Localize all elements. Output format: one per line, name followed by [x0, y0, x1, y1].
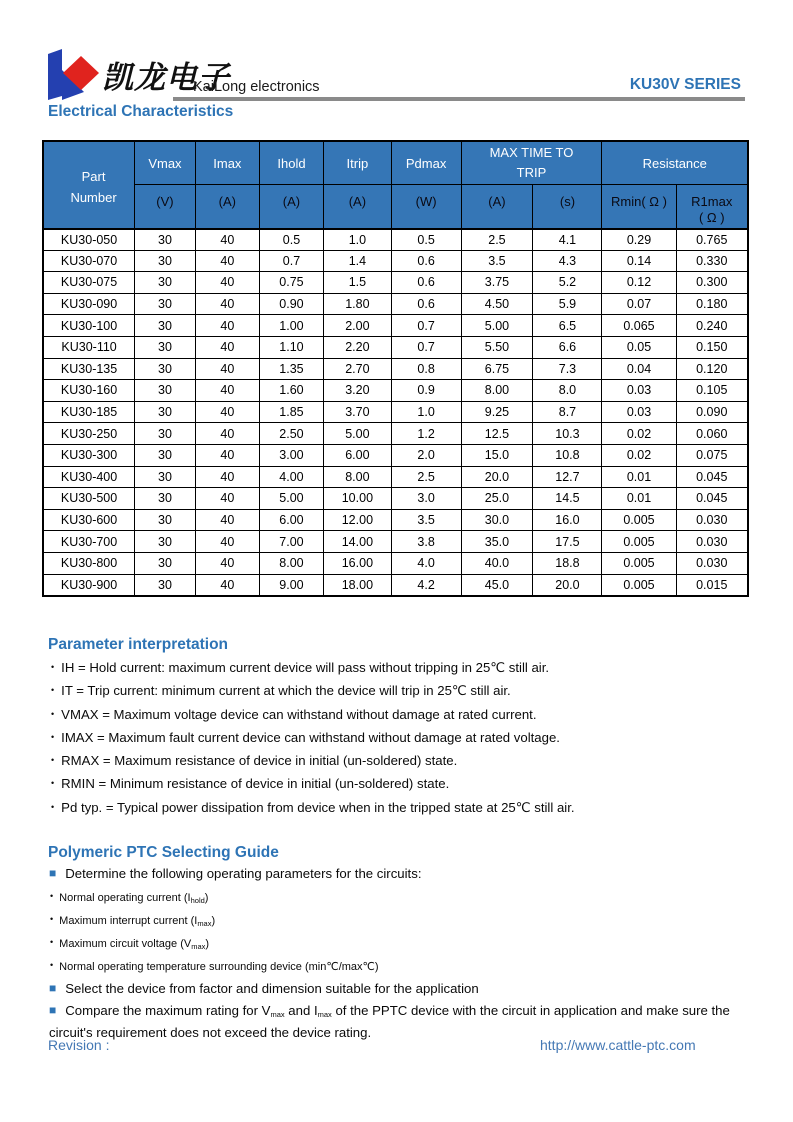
- value-cell: 1.35: [259, 358, 323, 380]
- value-cell: 3.8: [391, 531, 461, 553]
- value-cell: 40: [195, 509, 259, 531]
- part-number-cell: KU30-800: [43, 552, 135, 574]
- value-cell: 1.80: [324, 293, 392, 315]
- value-cell: 1.5: [324, 272, 392, 294]
- value-cell: 30: [135, 531, 196, 553]
- value-cell: 0.090: [676, 401, 748, 423]
- value-cell: 2.70: [324, 358, 392, 380]
- value-cell: 4.0: [391, 552, 461, 574]
- value-cell: 5.9: [533, 293, 602, 315]
- value-cell: 0.120: [676, 358, 748, 380]
- parameter-item: [49, 772, 753, 795]
- part-number-cell: KU30-300: [43, 444, 135, 466]
- part-number-cell: KU30-110: [43, 336, 135, 358]
- parameter-item-text: Pd typ. = Typical power dissipation from device when in the tripped state at 25℃ still air.: [61, 799, 575, 815]
- value-cell: 1.00: [259, 315, 323, 337]
- parameter-list: [49, 656, 753, 819]
- part-number-cell: KU30-185: [43, 401, 135, 423]
- value-cell: 3.5: [391, 509, 461, 531]
- dot-bullet-icon: •: [51, 801, 55, 812]
- value-cell: 1.0: [391, 401, 461, 423]
- guide-item-circuit-voltage: • Maximum circuit voltage $(V_{max})$: [50, 936, 210, 951]
- value-cell: 40: [195, 552, 259, 574]
- value-cell: 6.75: [461, 358, 533, 380]
- value-cell: 15.0: [461, 444, 533, 466]
- value-cell: 30: [135, 488, 196, 510]
- value-cell: 0.07: [602, 293, 676, 315]
- value-cell: 40: [195, 574, 259, 596]
- value-cell: 0.9: [391, 380, 461, 402]
- part-number-cell: KU30-070: [43, 250, 135, 272]
- parameter-item: [49, 703, 753, 726]
- value-cell: 1.60: [259, 380, 323, 402]
- value-cell: 12.00: [324, 509, 392, 531]
- col-header-vmax: Vmax: [135, 141, 196, 185]
- value-cell: 40: [195, 531, 259, 553]
- unit-imax: (A): [195, 185, 259, 229]
- value-cell: 14.5: [533, 488, 602, 510]
- value-cell: 2.00: [324, 315, 392, 337]
- value-cell: 30: [135, 444, 196, 466]
- logo-chinese-text: 凯龙电子: [102, 60, 230, 96]
- square-bullet-icon: ■: [49, 1003, 57, 1017]
- parameter-item: [49, 656, 753, 679]
- value-cell: 30: [135, 466, 196, 488]
- spec-table-container: [42, 140, 749, 597]
- value-cell: 40.0: [461, 552, 533, 574]
- part-number-cell: KU30-500: [43, 488, 135, 510]
- value-cell: 2.5: [461, 229, 533, 251]
- value-cell: 30: [135, 336, 196, 358]
- value-cell: 10.00: [324, 488, 392, 510]
- value-cell: 0.7: [391, 315, 461, 337]
- value-cell: 2.0: [391, 444, 461, 466]
- table-row: [43, 466, 748, 488]
- table-row: [43, 250, 748, 272]
- value-cell: 0.6: [391, 272, 461, 294]
- value-cell: 17.5: [533, 531, 602, 553]
- col-header-pdmax: Pdmax: [391, 141, 461, 185]
- unit-trip-amps: (A): [461, 185, 533, 229]
- parameter-item-text: RMIN = Minimum resistance of device in initial (un-soldered) state.: [61, 776, 450, 792]
- part-number-cell: KU30-160: [43, 380, 135, 402]
- value-cell: 10.8: [533, 444, 602, 466]
- value-cell: 2.50: [259, 423, 323, 445]
- col-header-itrip: Itrip: [324, 141, 392, 185]
- part-number-cell: KU30-100: [43, 315, 135, 337]
- part-number-cell: KU30-700: [43, 531, 135, 553]
- value-cell: 0.180: [676, 293, 748, 315]
- website-link[interactable]: http://www.cattle-ptc.com: [540, 1037, 696, 1053]
- square-bullet-icon: ■: [49, 866, 57, 880]
- value-cell: 30: [135, 272, 196, 294]
- value-cell: 4.50: [461, 293, 533, 315]
- unit-pdmax: (W): [391, 185, 461, 229]
- value-cell: 30: [135, 293, 196, 315]
- value-cell: 1.85: [259, 401, 323, 423]
- value-cell: 8.00: [461, 380, 533, 402]
- parameter-item: [49, 726, 753, 749]
- part-number-cell: KU30-600: [43, 509, 135, 531]
- value-cell: 40: [195, 488, 259, 510]
- parameter-item-text: IT = Trip current: minimum current at which the device will trip in 25℃ still air.: [61, 683, 511, 699]
- value-cell: 4.2: [391, 574, 461, 596]
- value-cell: 3.20: [324, 380, 392, 402]
- value-cell: 9.00: [259, 574, 323, 596]
- part-number-cell: KU30-090: [43, 293, 135, 315]
- value-cell: 40: [195, 358, 259, 380]
- value-cell: 0.01: [602, 466, 676, 488]
- value-cell: 7.3: [533, 358, 602, 380]
- value-cell: 5.00: [324, 423, 392, 445]
- value-cell: 0.005: [602, 531, 676, 553]
- value-cell: 35.0: [461, 531, 533, 553]
- value-cell: 4.1: [533, 229, 602, 251]
- part-number-cell: KU30-050: [43, 229, 135, 251]
- value-cell: 1.2: [391, 423, 461, 445]
- value-cell: 0.6: [391, 250, 461, 272]
- revision-label: Revision :: [48, 1037, 110, 1053]
- value-cell: 6.6: [533, 336, 602, 358]
- value-cell: 0.150: [676, 336, 748, 358]
- value-cell: 2.5: [391, 466, 461, 488]
- value-cell: 40: [195, 336, 259, 358]
- unit-itrip: (A): [324, 185, 392, 229]
- dot-bullet-icon: •: [51, 708, 55, 719]
- value-cell: 3.70: [324, 401, 392, 423]
- col-header-rmin: Rmin( Ω ): [602, 185, 676, 229]
- value-cell: 40: [195, 229, 259, 251]
- value-cell: 16.00: [324, 552, 392, 574]
- value-cell: 0.01: [602, 488, 676, 510]
- value-cell: 30: [135, 401, 196, 423]
- value-cell: 0.005: [602, 552, 676, 574]
- unit-trip-seconds: (s): [533, 185, 602, 229]
- table-row: [43, 509, 748, 531]
- parameter-item-text: IH = Hold current: maximum current device will pass without tripping in 25℃ still air.: [61, 660, 550, 675]
- table-row: [43, 574, 748, 596]
- value-cell: 4.00: [259, 466, 323, 488]
- value-cell: 30: [135, 380, 196, 402]
- value-cell: 2.20: [324, 336, 392, 358]
- col-header-imax: Imax: [195, 141, 259, 185]
- value-cell: 5.2: [533, 272, 602, 294]
- value-cell: 30: [135, 229, 196, 251]
- value-cell: 8.00: [324, 466, 392, 488]
- kailong-logo-icon: [47, 49, 101, 101]
- table-row: [43, 358, 748, 380]
- part-number-cell: KU30-075: [43, 272, 135, 294]
- unit-ihold: (A): [259, 185, 323, 229]
- value-cell: 0.065: [602, 315, 676, 337]
- col-header-resistance: Resistance: [602, 141, 748, 185]
- table-row: [43, 552, 748, 574]
- value-cell: 18.8: [533, 552, 602, 574]
- selecting-guide-heading: Polymeric PTC Selecting Guide: [48, 844, 279, 861]
- parameter-item: [49, 796, 753, 819]
- value-cell: 30: [135, 315, 196, 337]
- value-cell: 0.240: [676, 315, 748, 337]
- table-row: [43, 380, 748, 402]
- value-cell: 1.10: [259, 336, 323, 358]
- value-cell: 1.4: [324, 250, 392, 272]
- value-cell: 1.0: [324, 229, 392, 251]
- table-row: [43, 336, 748, 358]
- guide-item-normal-current: • Normal operating current $(I_{hold})$: [50, 890, 209, 905]
- value-cell: 40: [195, 423, 259, 445]
- value-cell: 25.0: [461, 488, 533, 510]
- value-cell: 0.015: [676, 574, 748, 596]
- value-cell: 8.00: [259, 552, 323, 574]
- dot-bullet-icon: •: [50, 959, 54, 970]
- value-cell: 5.50: [461, 336, 533, 358]
- part-number-cell: KU30-900: [43, 574, 135, 596]
- parameter-interpretation-heading: Parameter interpretation: [48, 636, 229, 653]
- value-cell: 4.3: [533, 250, 602, 272]
- value-cell: 0.12: [602, 272, 676, 294]
- value-cell: 0.075: [676, 444, 748, 466]
- dot-bullet-icon: •: [51, 685, 55, 696]
- guide-item-operating-temperature: • Normal operating temperature surrounding device (min℃/max℃): [50, 959, 379, 973]
- value-cell: 6.00: [324, 444, 392, 466]
- guide-item-compare-rating: ■ Compare the maximum rating for $V_{max}$ and $I_{max}$ of the PPTC device with the circuit in application and make sure the circuit's requirement does not exceed the device rating.: [49, 1003, 730, 1040]
- value-cell: 0.04: [602, 358, 676, 380]
- header-divider: [173, 97, 745, 101]
- value-cell: 40: [195, 315, 259, 337]
- value-cell: 0.05: [602, 336, 676, 358]
- value-cell: 10.3: [533, 423, 602, 445]
- value-cell: 40: [195, 466, 259, 488]
- value-cell: 0.02: [602, 423, 676, 445]
- value-cell: 0.765: [676, 229, 748, 251]
- value-cell: 0.030: [676, 509, 748, 531]
- value-cell: 0.6: [391, 293, 461, 315]
- value-cell: 3.00: [259, 444, 323, 466]
- value-cell: 30: [135, 552, 196, 574]
- electrical-characteristics-table: [42, 140, 749, 597]
- value-cell: 0.7: [259, 250, 323, 272]
- value-cell: 40: [195, 250, 259, 272]
- dot-bullet-icon: •: [50, 913, 54, 924]
- guide-item-determine: ■ Determine the following operating parameters for the circuits:: [49, 866, 422, 881]
- value-cell: 0.03: [602, 401, 676, 423]
- table-row: [43, 229, 748, 251]
- value-cell: 40: [195, 401, 259, 423]
- company-name: KaiLong electronics: [193, 79, 320, 95]
- value-cell: 0.7: [391, 336, 461, 358]
- value-cell: 9.25: [461, 401, 533, 423]
- table-row: [43, 444, 748, 466]
- value-cell: 8.7: [533, 401, 602, 423]
- col-header-part-number: Part Number: [43, 141, 135, 229]
- dot-bullet-icon: •: [51, 778, 55, 789]
- value-cell: 30: [135, 574, 196, 596]
- value-cell: 0.90: [259, 293, 323, 315]
- col-header-r1max: R1max ( Ω ): [676, 185, 748, 229]
- value-cell: 45.0: [461, 574, 533, 596]
- value-cell: 40: [195, 380, 259, 402]
- series-title: KU30V SERIES: [629, 76, 741, 93]
- value-cell: 0.030: [676, 552, 748, 574]
- value-cell: 12.5: [461, 423, 533, 445]
- part-number-cell: KU30-135: [43, 358, 135, 380]
- value-cell: 0.300: [676, 272, 748, 294]
- value-cell: 0.060: [676, 423, 748, 445]
- value-cell: 0.105: [676, 380, 748, 402]
- value-cell: 6.00: [259, 509, 323, 531]
- col-header-ihold: Ihold: [259, 141, 323, 185]
- dot-bullet-icon: •: [51, 755, 55, 766]
- value-cell: 30: [135, 509, 196, 531]
- value-cell: 0.14: [602, 250, 676, 272]
- value-cell: 30: [135, 423, 196, 445]
- table-row: [43, 531, 748, 553]
- value-cell: 0.005: [602, 509, 676, 531]
- dot-bullet-icon: •: [51, 662, 55, 672]
- value-cell: 3.5: [461, 250, 533, 272]
- guide-item-select-device: ■ Select the device from factor and dimension suitable for the application: [49, 980, 479, 996]
- unit-vmax: (V): [135, 185, 196, 229]
- electrical-characteristics-heading: Electrical Characteristics: [48, 103, 234, 120]
- table-row: [43, 293, 748, 315]
- parameter-item: [49, 679, 753, 702]
- square-bullet-icon: ■: [49, 980, 57, 995]
- table-row: [43, 401, 748, 423]
- part-number-cell: KU30-250: [43, 423, 135, 445]
- table-body: [43, 229, 748, 596]
- value-cell: 0.8: [391, 358, 461, 380]
- value-cell: 40: [195, 293, 259, 315]
- value-cell: 0.030: [676, 531, 748, 553]
- value-cell: 0.5: [391, 229, 461, 251]
- col-header-max-time-to-trip: MAX TIME TO TRIP: [461, 141, 602, 185]
- value-cell: 30: [135, 358, 196, 380]
- value-cell: 6.5: [533, 315, 602, 337]
- table-row: [43, 272, 748, 294]
- value-cell: 5.00: [259, 488, 323, 510]
- table-row: [43, 488, 748, 510]
- value-cell: 40: [195, 272, 259, 294]
- value-cell: 0.02: [602, 444, 676, 466]
- table-row: [43, 423, 748, 445]
- value-cell: 3.75: [461, 272, 533, 294]
- value-cell: 14.00: [324, 531, 392, 553]
- value-cell: 3.0: [391, 488, 461, 510]
- value-cell: 30.0: [461, 509, 533, 531]
- value-cell: 12.7: [533, 466, 602, 488]
- value-cell: 0.75: [259, 272, 323, 294]
- value-cell: 0.045: [676, 488, 748, 510]
- dot-bullet-icon: •: [51, 731, 55, 742]
- selecting-guide-list: [49, 863, 749, 1044]
- value-cell: 0.045: [676, 466, 748, 488]
- dot-bullet-icon: •: [50, 890, 54, 901]
- value-cell: 0.330: [676, 250, 748, 272]
- parameter-item-text: VMAX = Maximum voltage device can withstand without damage at rated current.: [61, 706, 537, 722]
- parameter-item: [49, 749, 753, 772]
- table-row: [43, 315, 748, 337]
- parameter-item-text: RMAX = Maximum resistance of device in initial (un-soldered) state.: [61, 753, 458, 769]
- value-cell: 20.0: [461, 466, 533, 488]
- dot-bullet-icon: •: [50, 936, 54, 947]
- value-cell: 7.00: [259, 531, 323, 553]
- value-cell: 30: [135, 250, 196, 272]
- part-number-cell: KU30-400: [43, 466, 135, 488]
- parameter-item-text: IMAX = Maximum fault current device can withstand without damage at rated voltage.: [61, 729, 560, 745]
- value-cell: 40: [195, 444, 259, 466]
- value-cell: 16.0: [533, 509, 602, 531]
- value-cell: 8.0: [533, 380, 602, 402]
- guide-item-interrupt-current: • Maximum interrupt current $(I_{max})$: [50, 913, 216, 928]
- value-cell: 0.29: [602, 229, 676, 251]
- value-cell: 18.00: [324, 574, 392, 596]
- value-cell: 0.005: [602, 574, 676, 596]
- value-cell: 0.03: [602, 380, 676, 402]
- value-cell: 20.0: [533, 574, 602, 596]
- value-cell: 5.00: [461, 315, 533, 337]
- value-cell: 0.5: [259, 229, 323, 251]
